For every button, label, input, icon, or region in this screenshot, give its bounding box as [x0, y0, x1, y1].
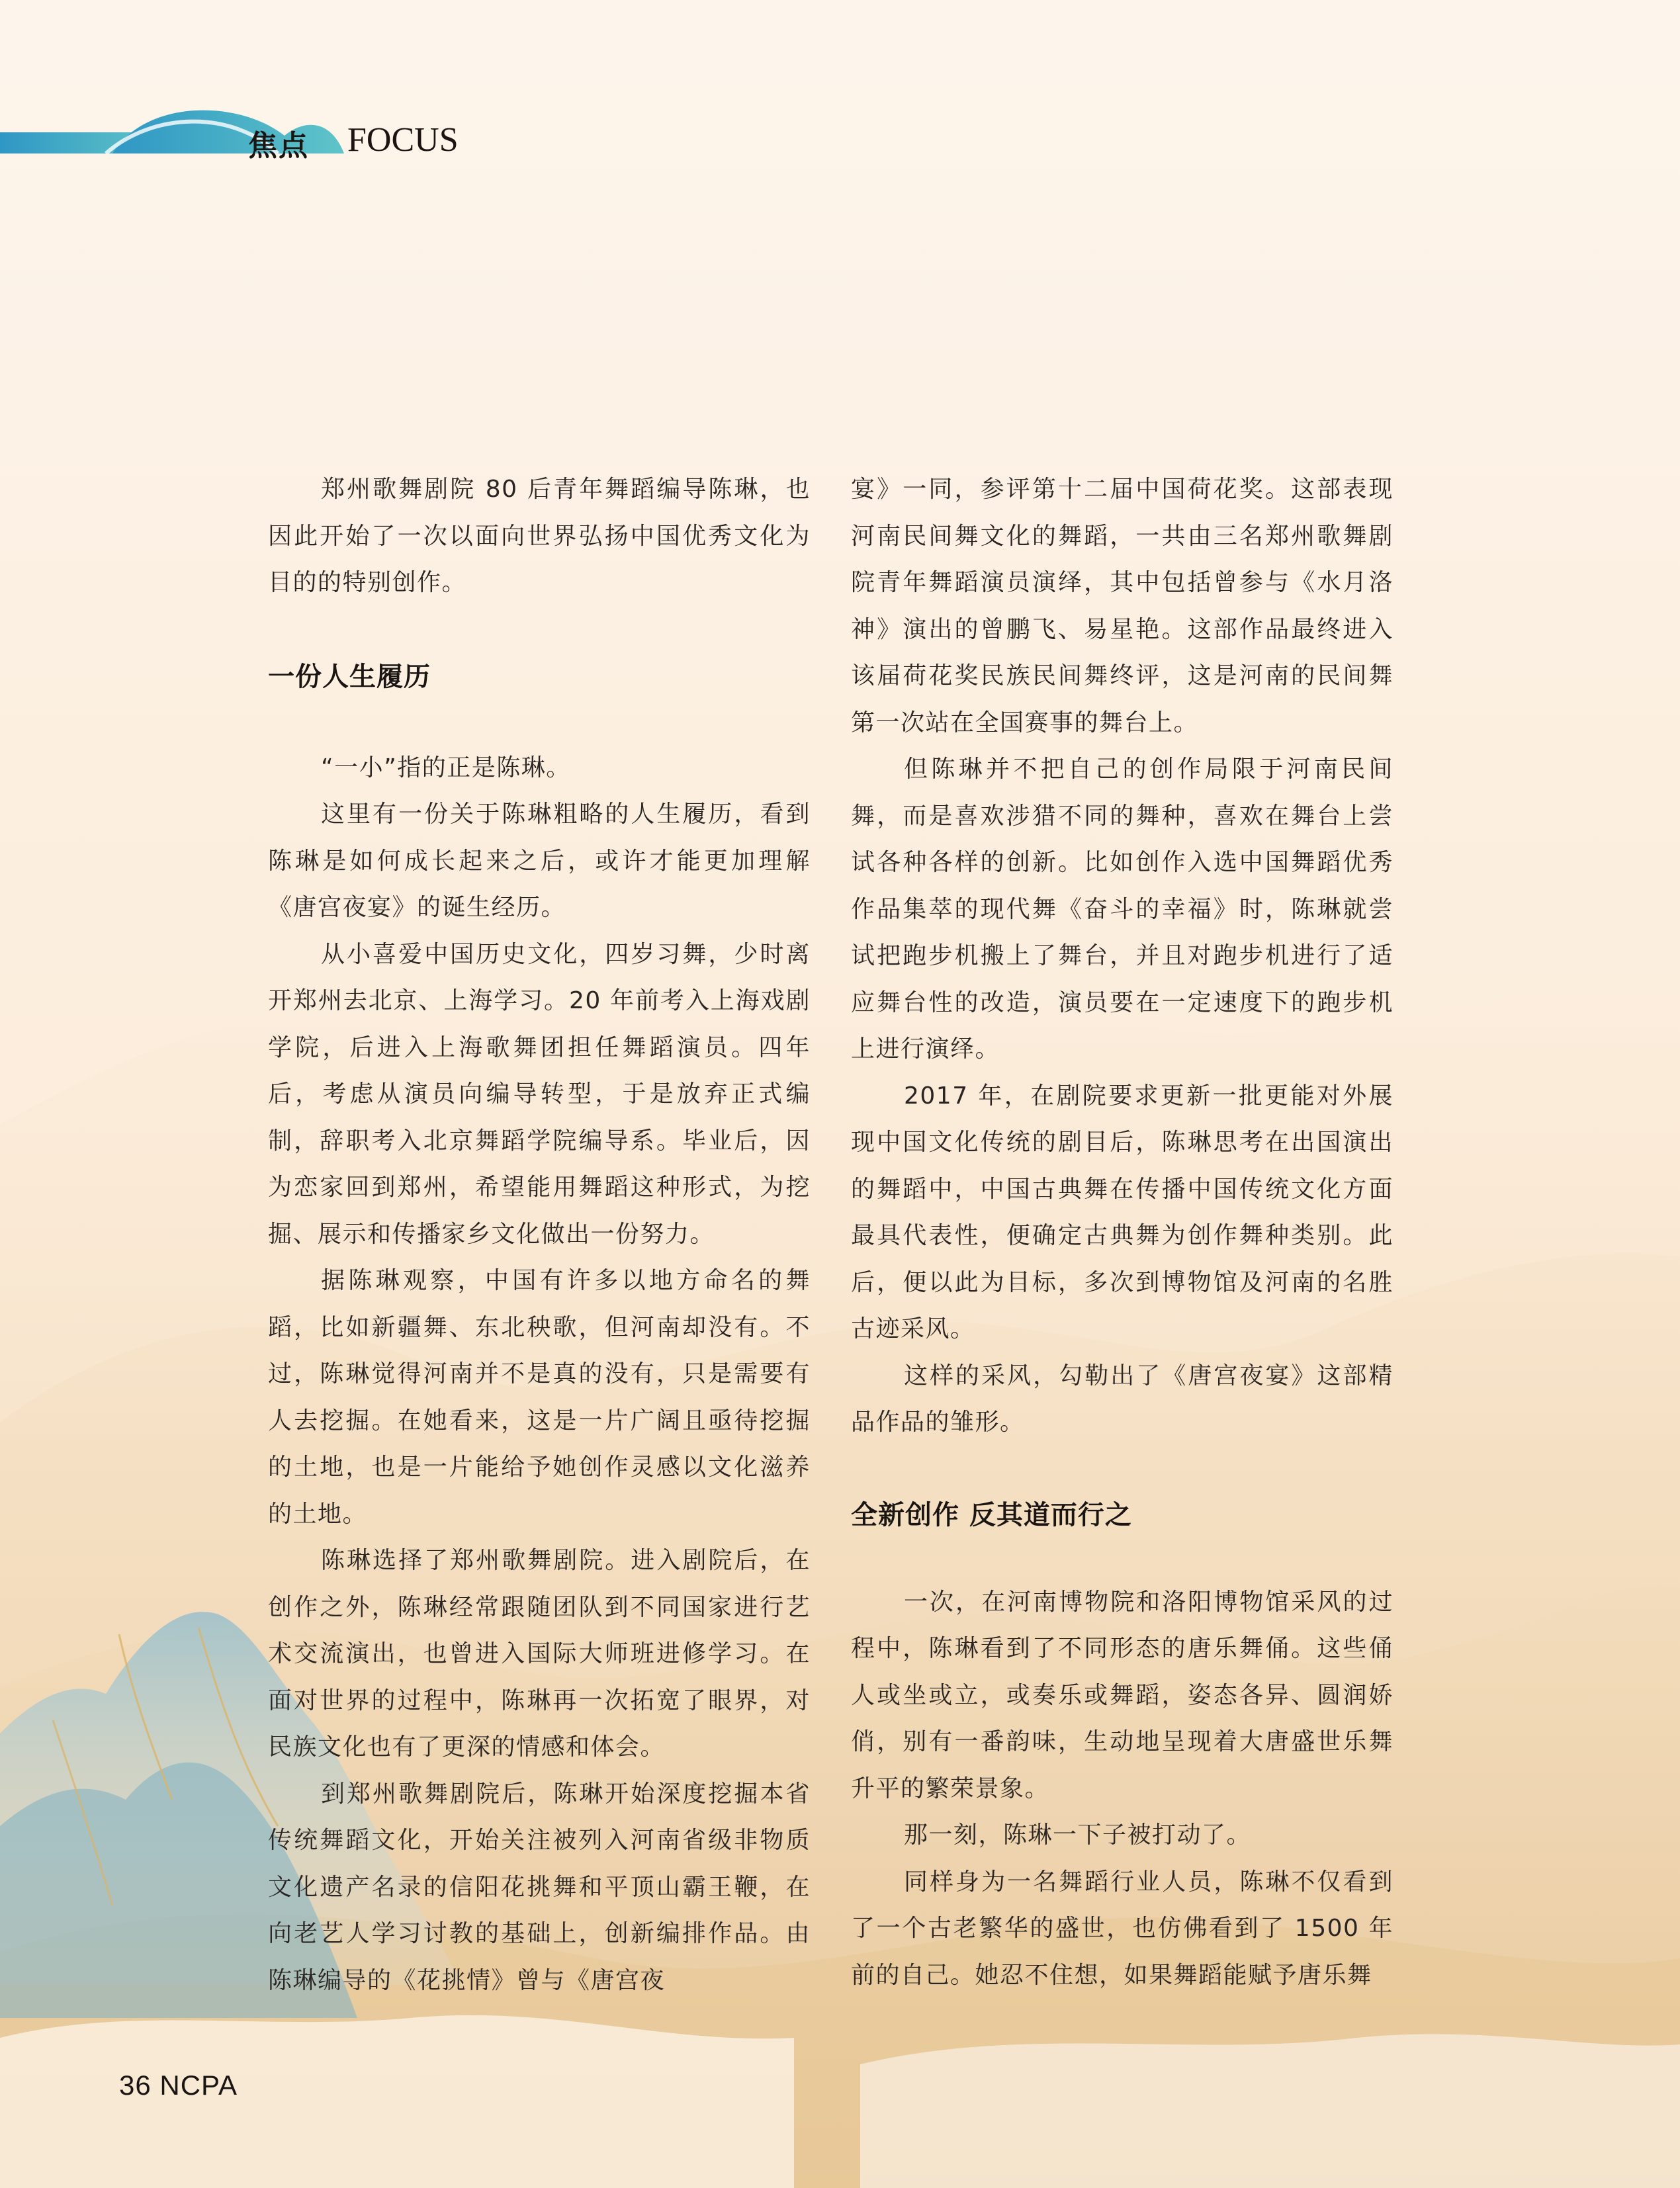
paragraph: 宴》一同，参评第十二届中国荷花奖。这部表现河南民间舞文化的舞蹈，一共由三名郑州歌舞剧院青年舞蹈演员演绎，其中包括曾参与《水月洛神》演出的曾鹏飞、易星艳。这部作品最终进入该届荷花奖民族民间舞终评，这是河南的民间舞第一次站在全国赛事的舞台上。	[851, 476, 1393, 736]
paragraph: 一次，在河南博物院和洛阳博物馆采风的过程中，陈琳看到了不同形态的唐乐舞俑。这些俑人或坐或立，或奏乐或舞蹈，姿态各异、圆润娇俏，别有一番韵味，生动地呈现着大唐盛世乐舞升平的繁荣景象。	[851, 1588, 1393, 1802]
paragraph: 据陈琳观察，中国有许多以地方命名的舞蹈，比如新疆舞、东北秧歌，但河南却没有。不过，陈琳觉得河南并不是真的没有，只是需要有人去挖掘。在她看来，这是一片广阔且亟待挖掘的土地，也是一片能给予她创作灵感以文化滋养的土地。	[268, 1267, 811, 1528]
paragraph: “一小”指的正是陈琳。	[321, 754, 571, 781]
section-heading: 一份人生履历	[268, 661, 431, 692]
paragraph: 同样身为一名舞蹈行业人员，陈琳不仅看到了一个古老繁华的盛世，也仿佛看到了 1500 年前的自己。她忍不住想，如果舞蹈能赋予唐乐舞	[851, 1868, 1393, 1989]
paragraph: 陈琳选择了郑州歌舞剧院。进入剧院后，在创作之外，陈琳经常跟随团队到不同国家进行艺术交流演出，也曾进入国际大师班进修学习。在面对世界的过程中，陈琳再一次拓宽了眼界，对民族文化也有了更深的情感和体会。	[268, 1547, 811, 1761]
page-folio: 36 NCPA	[119, 2070, 238, 2101]
paragraph: 从小喜爱中国历史文化，四岁习舞，少时离开郑州去北京、上海学习。20 年前考入上海戏剧学院，后进入上海歌舞团担任舞蹈演员。四年后，考虑从演员向编导转型，于是放弃正式编制，辞职考入北京舞蹈学院编导系。毕业后，因为恋家回到郑州，希望能用舞蹈这种形式，为挖掘、展示和传播家乡文化做出一份努力。	[268, 940, 811, 1248]
paragraph: 郑州歌舞剧院 80 后青年舞蹈编导陈琳，也因此开始了一次以面向世界弘扬中国优秀文化为目的的特别创作。	[268, 476, 811, 596]
section-title-cn: 焦点	[248, 129, 309, 163]
paragraph: 但陈琳并不把自己的创作局限于河南民间舞，而是喜欢涉猎不同的舞种，喜欢在舞台上尝试各种各样的创新。比如创作入选中国舞蹈优秀作品集萃的现代舞《奋斗的幸福》时，陈琳就尝试把跑步机搬上了舞台，并且对跑步机进行了适应舞台性的改造，演员要在一定速度下的跑步机上进行演绎。	[851, 756, 1393, 1063]
paragraph: 2017 年，在剧院要求更新一批更能对外展现中国文化传统的剧目后，陈琳思考在出国演出的舞蹈中，中国古典舞在传播中国传统文化方面最具代表性，便确定古典舞为创作舞种类别。此后，便以此为目标，多次到博物馆及河南的名胜古迹采风。	[851, 1082, 1393, 1342]
paragraph: 那一刻，陈琳一下子被打动了。	[904, 1821, 1252, 1849]
section-header	[0, 112, 476, 179]
left-column	[268, 466, 811, 2004]
paragraph: 这样的采风，勾勒出了《唐宫夜宴》这部精品作品的雏形。	[851, 1362, 1393, 1436]
section-title-en: FOCUS	[347, 121, 459, 159]
paragraph: 这里有一份关于陈琳粗略的人生履历，看到陈琳是如何成长起来之后，或许才能更加理解《唐宫夜宴》的诞生经历。	[268, 801, 811, 921]
section-heading: 全新创作 反其道而行之	[851, 1499, 1132, 1530]
paragraph: 到郑州歌舞剧院后，陈琳开始深度挖掘本省传统舞蹈文化，开始关注被列入河南省级非物质文化遗产名录的信阳花挑舞和平顶山霸王鞭，在向老艺人学习讨教的基础上，创新编排作品。由陈琳编导的《花挑情》曾与《唐宫夜	[268, 1780, 811, 1994]
right-column	[851, 466, 1393, 1999]
